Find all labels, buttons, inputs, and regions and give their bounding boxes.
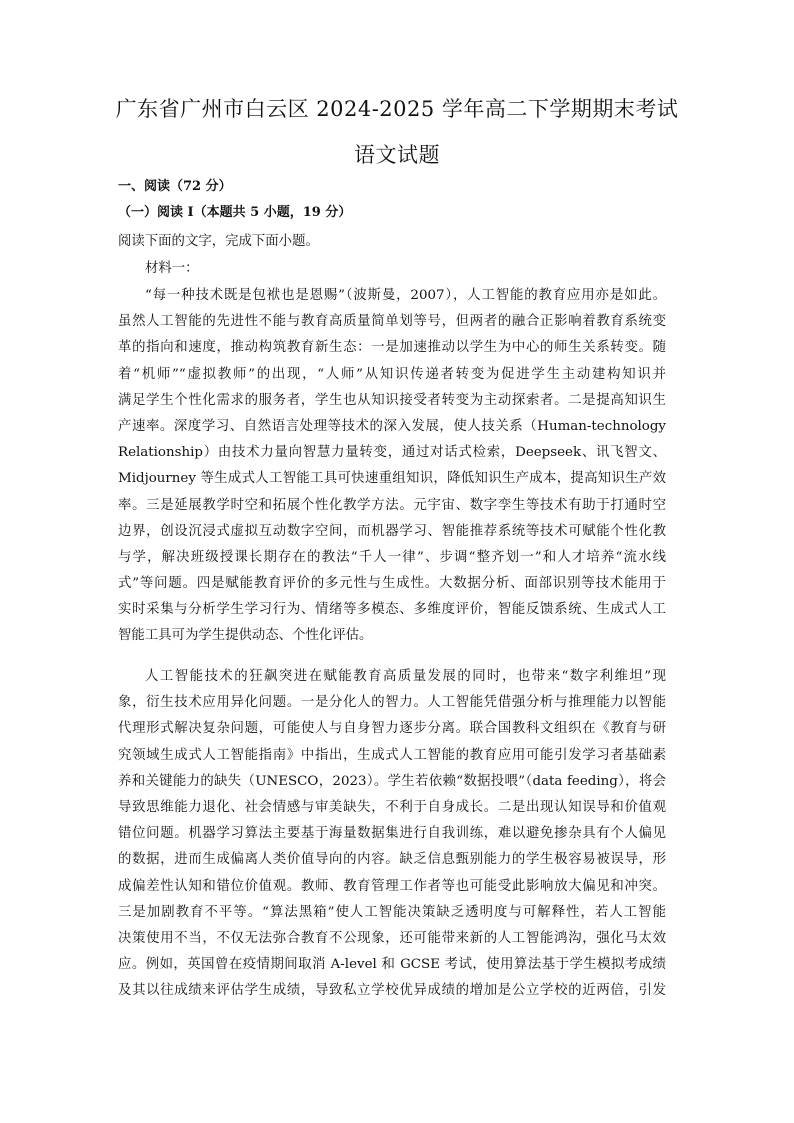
reading-instruction xyxy=(118,229,666,255)
paragraph-line: 导致思维能力退化、社会情感与审美缺失，不利于自身成长。二是出现认知误导和价值观 xyxy=(118,799,666,815)
paragraph-line: 率。三是延展教学时空和拓展个性化教学方法。元宇宙、数字孪生等技术有助于打通时空 xyxy=(118,497,666,513)
section-heading: 一、阅读（72 分） xyxy=(118,179,232,194)
paragraph-line: 错位问题。机器学习算法主要基于海量数据集进行自我训练，难以避免掺杂具有个人偏见 xyxy=(118,826,666,842)
paragraph-line: 边界，创设沉浸式虚拟互动数字空间，而机器学习、智能推荐系统等技术可赋能个性化教 xyxy=(118,523,666,539)
document-subtitle: 语文试题 xyxy=(354,143,440,167)
paragraph-line: 决策使用不当，不仅无法弥合教育不公现象，还可能带来新的人工智能鸿沟，强化马太效 xyxy=(118,930,666,946)
paragraph-line: 及其以往成绩来评估学生成绩，导致私立学校优异成绩的增加是公立学校的近两倍，引发 xyxy=(118,983,666,999)
paragraph-line: 的数据，进而生成偏离人类价值导向的内容。缺乏信息甄别能力的学生极容易被误导，形 xyxy=(118,852,666,868)
paragraph-line: 代理形式解决复杂问题，可能使人与自身智力逐步分离。联合国教科文组织在《教育与研 xyxy=(118,721,666,737)
paragraph-line: 成偏差性认知和错位价值观。教师、教育管理工作者等也可能受此影响放大偏见和冲突。 xyxy=(118,878,666,894)
document-title: 广东省广州市白云区 2024-2025 学年高二下学期期末考试 xyxy=(115,97,679,121)
paragraph-line: 象，衍生技术应用异化问题。一是分化人的智力。人工智能凭借强分析与推理能力以智能 xyxy=(118,695,666,711)
subsection-heading: （一）阅读 I（本题共 5 小题，19 分） xyxy=(118,205,352,220)
paragraph-line: 与学，解决班级授课长期存在的教法“千人一律”、步调“整齐划一”和人才培养“流水线 xyxy=(118,549,666,565)
paragraph-line: 革的指向和速度，推动构筑教育新生态：一是加速推动以学生为中心的师生关系转变。随 xyxy=(118,340,666,356)
material-label-text: 材料一： xyxy=(145,261,199,276)
paragraph-line: 应。例如，英国曾在疫情期间取消 A-level 和 GCSE 考试，使用算法基于学生模拟考成绩 xyxy=(118,957,666,973)
paragraph-line: 满足学生个性化需求的服务者，学生也从知识接受者转变为主动探索者。二是提高知识生 xyxy=(118,392,666,408)
instruction-text: 阅读下面的文字，完成下面小题。 xyxy=(118,234,319,249)
paragraph-line: 究领域生成式人工智能指南》中指出，生成式人工智能的教育应用可能引发学习者基础素 xyxy=(118,747,666,763)
material-label xyxy=(118,256,666,282)
paragraph-line: 虽然人工智能的先进性不能与教育高质量简单划等号，但两者的融合正影响着教育系统变 xyxy=(118,314,666,330)
paragraph-line: 三是加剧教育不平等。“算法黑箱”使人工智能决策缺乏透明度与可解释性，若人工智能 xyxy=(118,904,666,920)
paragraph-line: 实时采集与分析学生学习行为、情绪等多模态、多维度评价，智能反馈系统、生成式人工 xyxy=(118,602,666,618)
paragraph-line: “每一种技术既是包袱也是恩赐”（波斯曼，2007），人工智能的教育应用亦是如此。 xyxy=(145,288,666,303)
paragraph-line: Relationship）由技术力量向智慧力量转变，通过对话式检索，Deepseek、讯飞智文、 xyxy=(118,445,666,461)
paragraph-line: 式”等问题。四是赋能教育评价的多元性与生成性。大数据分析、面部识别等技术能用于 xyxy=(118,576,666,592)
paragraph-line: 产速率。深度学习、自然语言处理等技术的深入发展，使人技关系（Human-technology xyxy=(118,418,666,434)
paragraph-line: 智能工具可为学生提供动态、个性化评估。 xyxy=(118,628,373,644)
paragraph-line: Midjourney 等生成式人工智能工具可快速重组知识，降低知识生产成本，提高知识生产效 xyxy=(118,471,666,487)
paragraph-line: 着“机师”“虚拟教师”的出现，“人师”从知识传递者转变为促进学生主动建构知识并 xyxy=(118,366,666,382)
paragraph-2 xyxy=(118,664,666,1004)
paragraph-line: 养和关键能力的缺失（UNESCO，2023）。学生若依赖“数据投喂”（data feeding），将会 xyxy=(118,773,666,789)
paragraph-1 xyxy=(118,283,666,650)
paragraph-line: 人工智能技术的狂飙突进在赋能教育高质量发展的同时，也带来“数字利维坦”现 xyxy=(145,669,666,684)
